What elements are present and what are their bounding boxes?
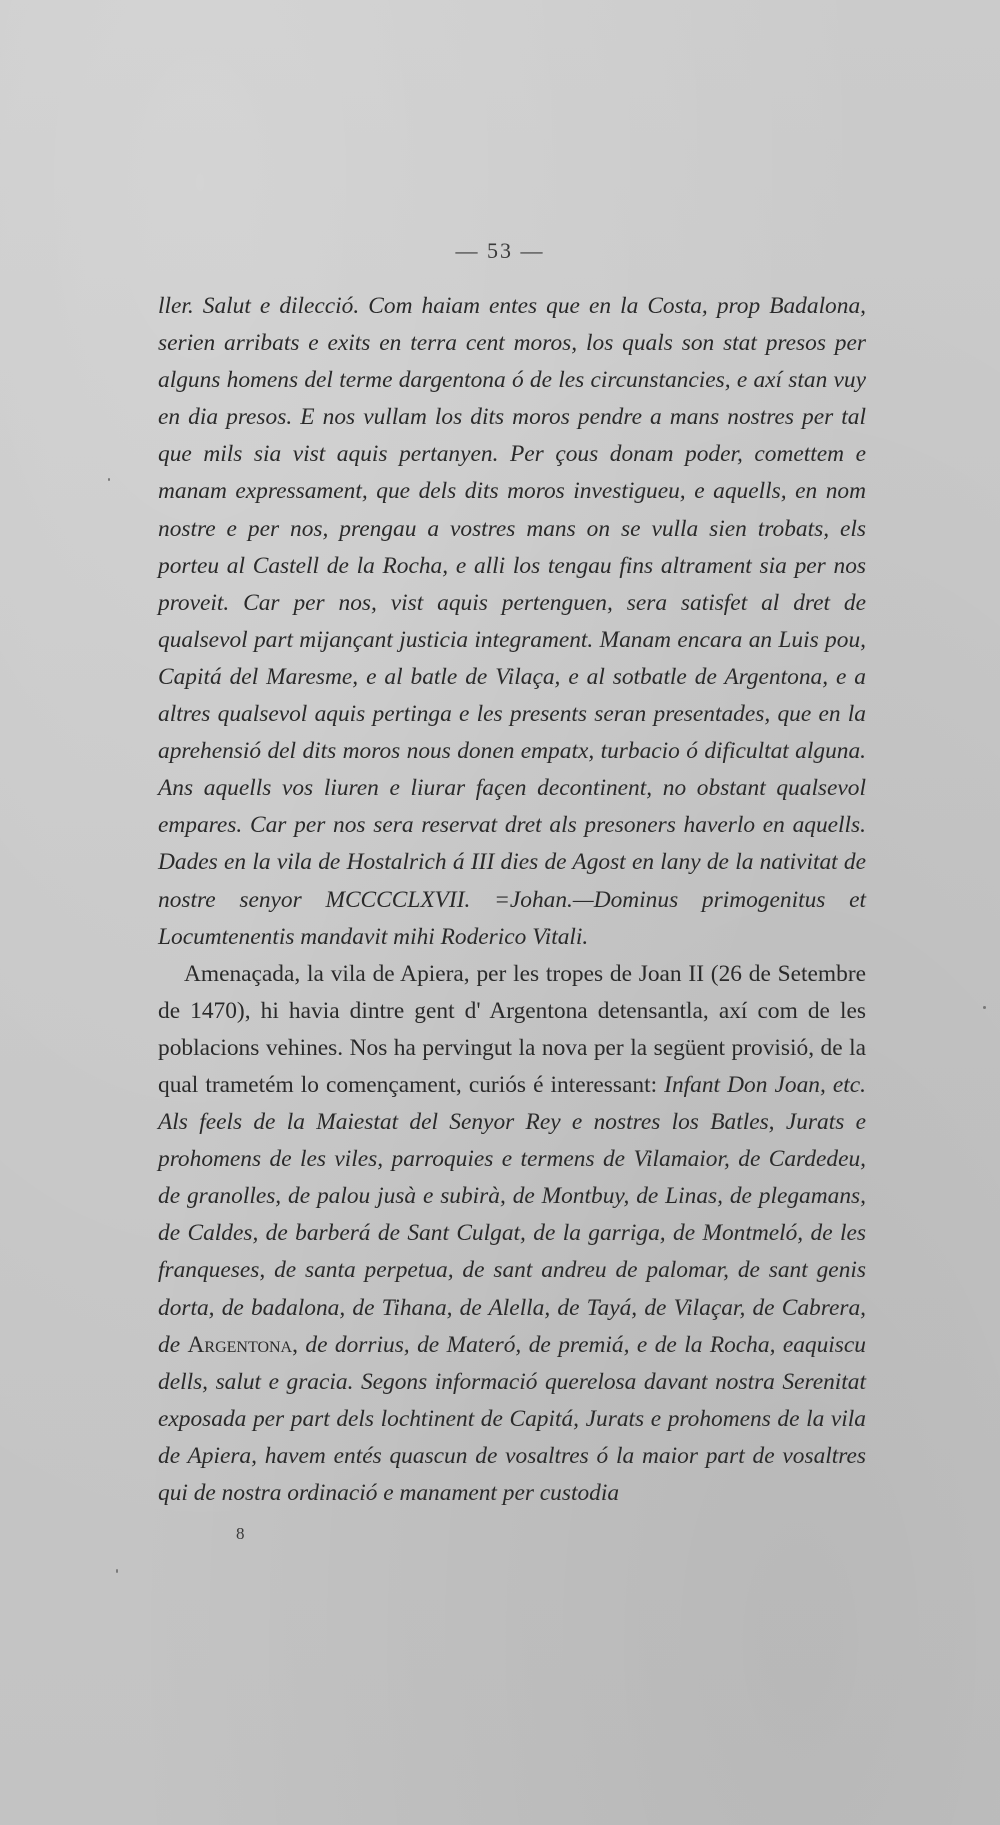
paragraph-letter-excerpt: ller. Salut e dilecció. Com haiam entes que en la Costa, prop Badalona, serien arribats e exits en terra cent moros, los quals son stat presos per alguns homens del terme dargentona ó de les circunstancies, e axí stan vuy en dia presos. E nos vullam los dits moros pendre a mans nostres per tal que mils sia vist aquis pertanyen. Per çous donam poder, comettem e manam expressament, que dels dits moros investigueu, e aquells, en nom nostre e per nos, prengau a vostres mans on se vulla sien trobats, els porteu al Castell de la Rocha, e alli los tengau fins altrament sia per nos proveit. Car per nos, vist aquis pertenguen, sera satisfet al dret de qualsevol part mijançant justicia integrament. Manam encara an Luis pou, Capitá del Maresme, e al batle de Vilaça, e al sotbatle de Argentona, e a altres qualsevol aquis pertinga e les presents seran presentades, que en la aprehensió del dits moros nous donen empatx, turbacio ó dificultat alguna. Ans aquells vos liuren e liurar façen decontinent, no obstant qualsevol empares. Car per nos sera reservat dret als presoners haverlo en aquells. Dades en la vila de Hostalrich á III dies de Agost en lany de la nativitat de nostre senyor MCCCCLXVII. =Johan.—Dominus primogenitus et Locumtenentis mandavit mihi Roderico Vitali. xyxy=(158,293,866,950)
body-text xyxy=(158,288,866,1512)
paragraph-apiera xyxy=(158,956,866,1512)
paper-speck xyxy=(116,1569,118,1573)
paragraph-apiera-intro: Amenaçada, la vila de Apiera, per les tropes de Joan II (26 de Setembre de 1470), hi havia dintre gent d' Argentona detensantla, axí com de les poblacions vehines. Nos ha pervingut la nova per la següent provisió, de la qual trametém lo començament, curiós é interessant: xyxy=(158,960,866,1098)
paper-speck xyxy=(983,1006,986,1009)
paragraph-apiera-provision-b: de dorrius, de Materó, de premiá, e de la Rocha, eaquiscu dells, salut e gracia. Segons informació querelosa davant nostra Serenitat exposada per part dels lochtinent de Capitá, Jurats e prohomens de la vila de Apiera, havem entés quascun de vosaltres ó la maior part de vosaltres qui de nostra ordinació e manament per custodia xyxy=(158,1331,866,1506)
paper-speck xyxy=(108,478,110,481)
paragraph-apiera-provision-a: Infant Don Joan, etc. Als feels de la Maiestat del Senyor Rey e nostres los Batles, Jurats e prohomens de les viles, parroquies e termens de Vilamaior, de Cardedeu, de granolles, de palou jusà e subirà, de Montbuy, de Linas, de plegamans, de Caldes, de barberá de Sant Culgat, de la garriga, de Montmeló, de les franqueses, de santa perpetua, de sant andreu de palomar, de sant genis dorta, de badalona, de Tihana, de Alella, de Tayá, de Vilaçar, de Cabrera, de xyxy=(158,1071,866,1358)
page-number: — 53 — xyxy=(455,238,545,263)
signature-mark: 8 xyxy=(236,1524,245,1543)
paragraph-apiera-argentona: Argentona, xyxy=(187,1331,298,1358)
